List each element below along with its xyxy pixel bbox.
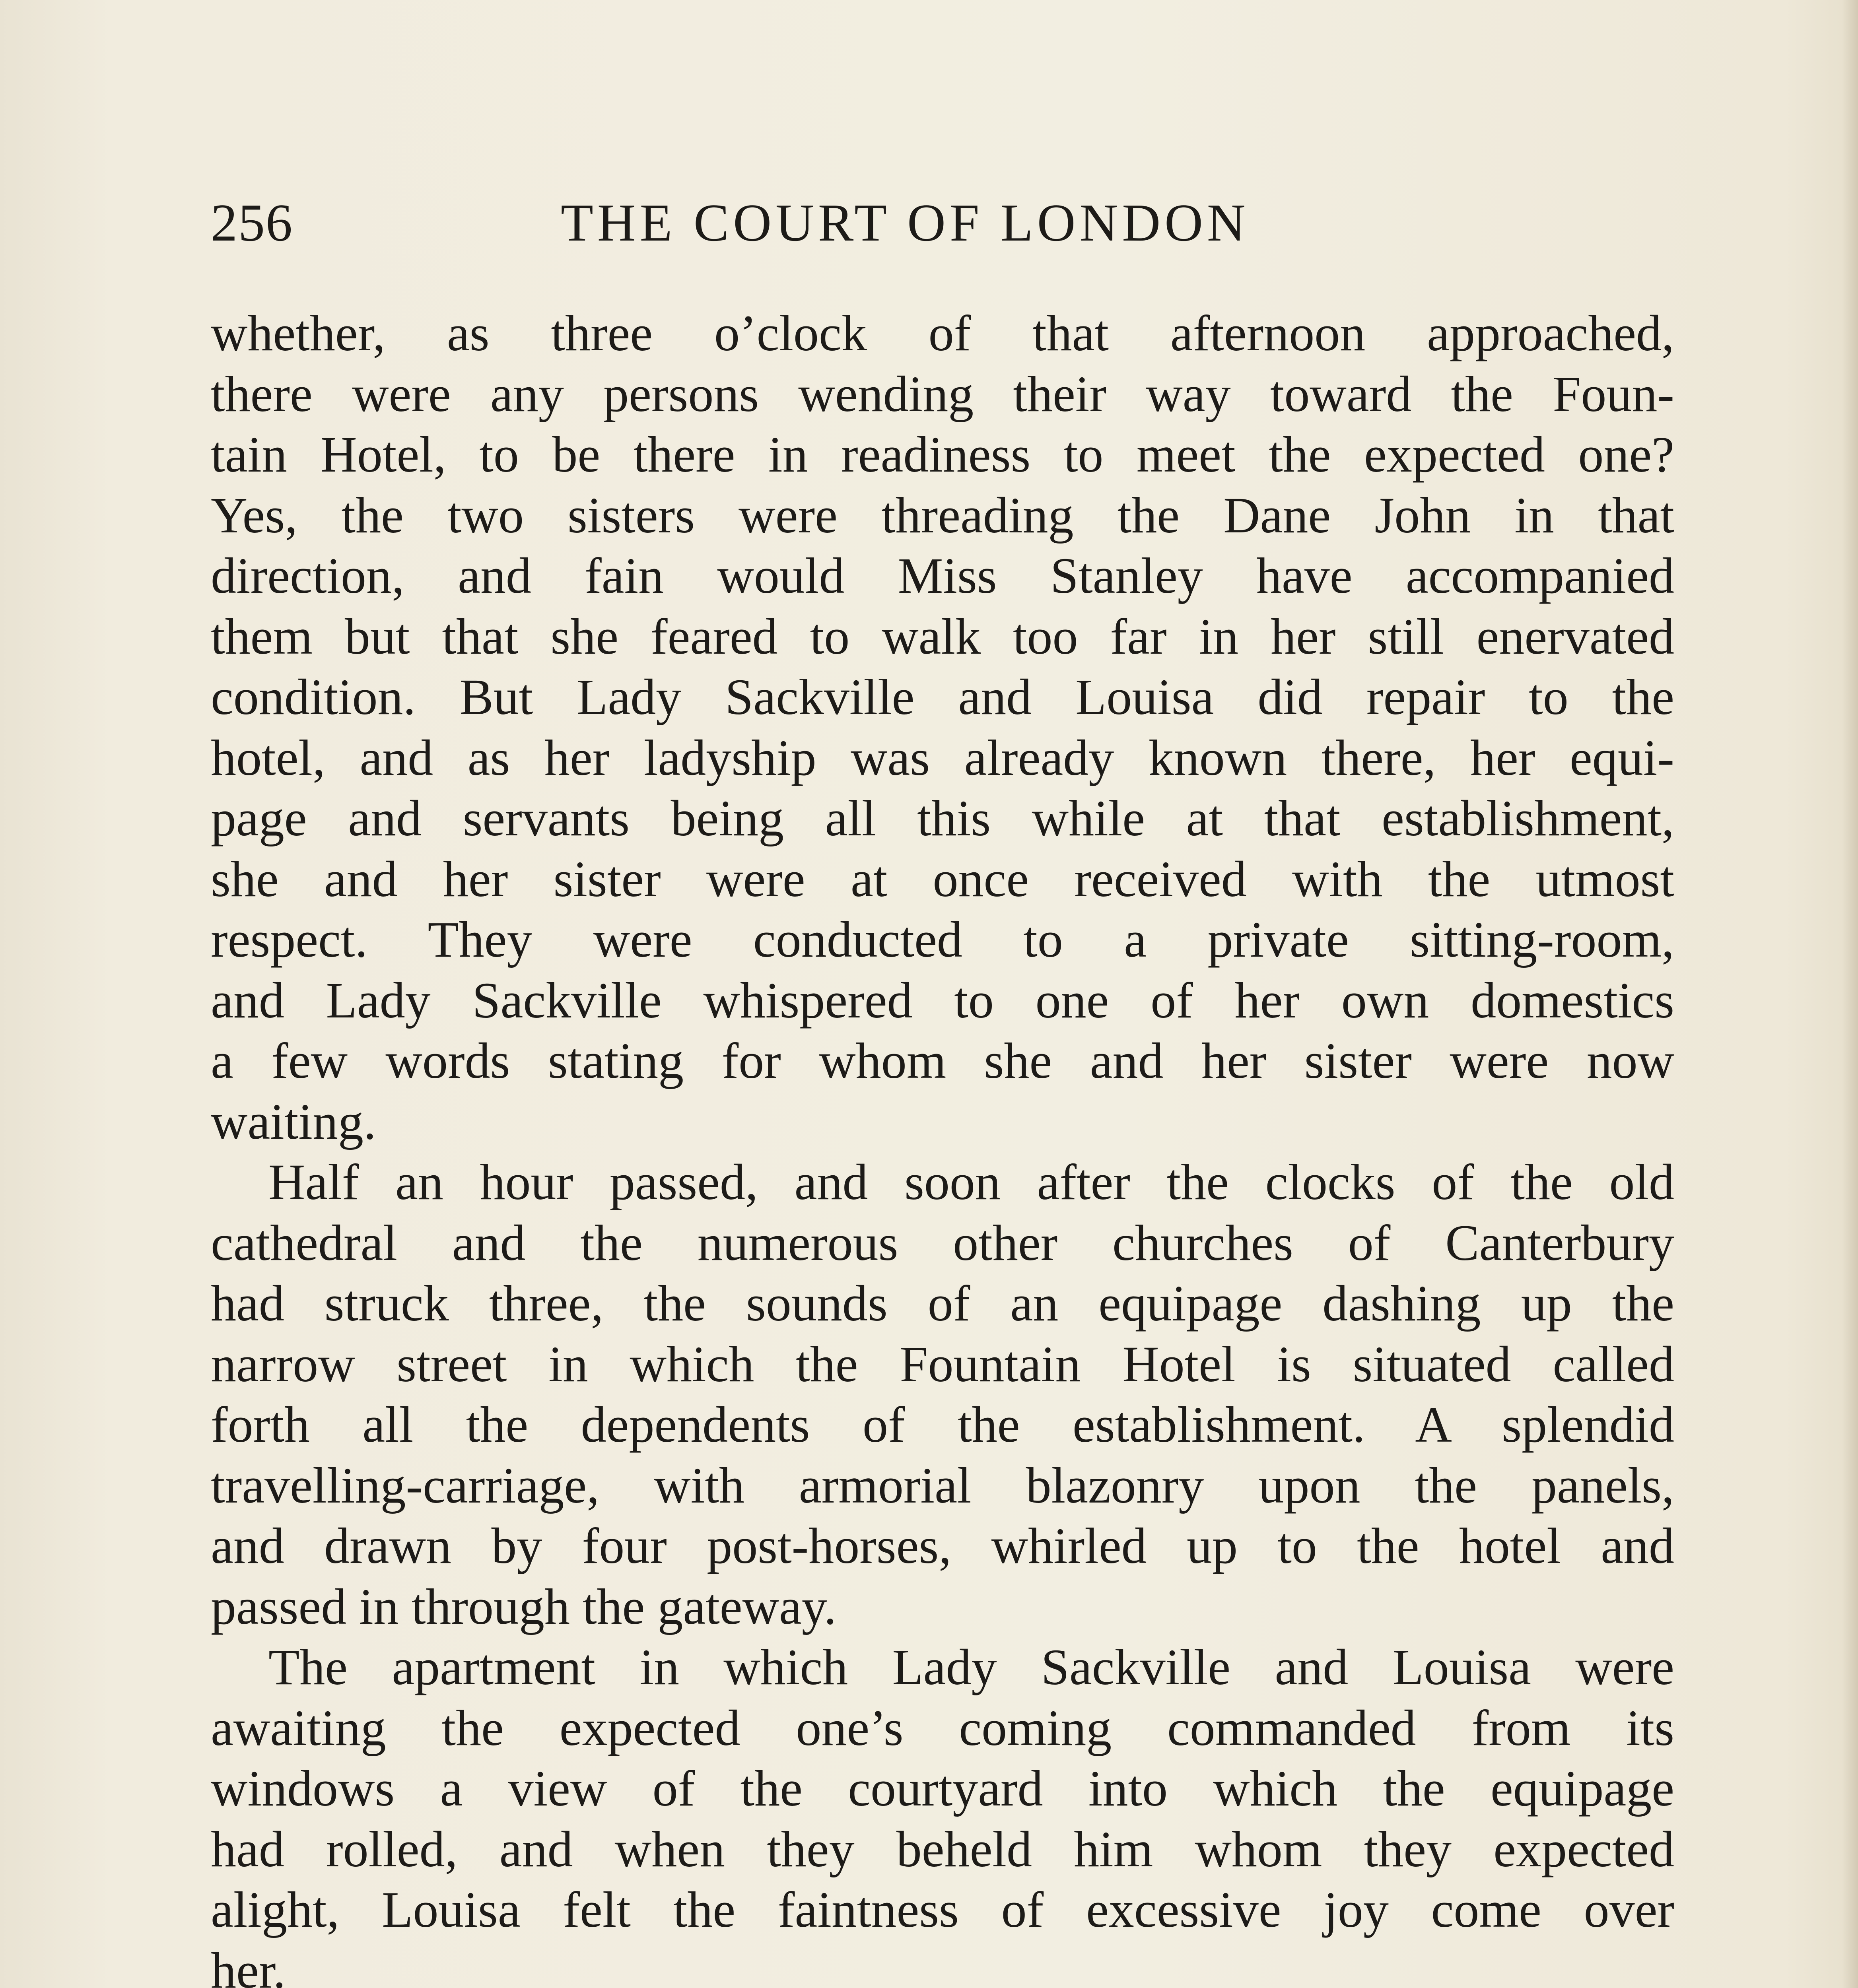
page-number: 256 xyxy=(211,193,293,252)
text-line: there were any persons wending their way toward the Foun- xyxy=(211,365,1674,422)
text-line: she and her sister were at once received with the utmost xyxy=(211,850,1674,907)
text-line: page and servants being all this while at that establishment, xyxy=(211,790,1674,846)
body-text xyxy=(211,303,1674,1988)
text-line: and drawn by four post-horses, whirled up to the hotel and xyxy=(211,1518,1674,1574)
text-line: travelling-carriage, with armorial blazonry upon the panels, xyxy=(211,1457,1674,1514)
text-line: passed in through the gateway. xyxy=(211,1578,837,1635)
text-line: a few words stating for whom she and her sister were now xyxy=(211,1033,1674,1089)
text-line: Yes, the two sisters were threading the Dane John in that xyxy=(211,487,1674,544)
text-line: awaiting the expected one’s coming commanded from its xyxy=(211,1699,1674,1756)
text-line: waiting. xyxy=(211,1093,376,1150)
text-line: them but that she feared to walk too far in her still enervated xyxy=(211,608,1674,665)
text-line: forth all the dependents of the establishment. A splendid xyxy=(211,1396,1674,1453)
text-line: and Lady Sackville whispered to one of her own domestics xyxy=(211,972,1674,1029)
text-line: tain Hotel, to be there in readiness to meet the expected one? xyxy=(211,426,1674,483)
page-header xyxy=(211,191,1674,254)
text-line: hotel, and as her ladyship was already known there, her equi- xyxy=(211,729,1674,786)
text-line: condition. But Lady Sackville and Louisa did repair to the xyxy=(211,669,1674,725)
text-line: respect. They were conducted to a private sitting-room, xyxy=(211,911,1674,968)
text-line: had struck three, the sounds of an equipage dashing up the xyxy=(211,1275,1674,1332)
text-line: direction, and fain would Miss Stanley have accompanied xyxy=(211,547,1674,604)
text-line: Half an hour passed, and soon after the clocks of the old xyxy=(268,1154,1674,1210)
running-head: THE COURT OF LONDON xyxy=(561,193,1250,252)
text-line: had rolled, and when they beheld him whom they expected xyxy=(211,1821,1674,1877)
text-line: windows a view of the courtyard into which the equipage xyxy=(211,1760,1674,1817)
text-line: cathedral and the numerous other churches of Canterbury xyxy=(211,1214,1674,1271)
page-edge-shadow xyxy=(1842,0,1858,1988)
text-line: The apartment in which Lady Sackville and Louisa were xyxy=(268,1639,1674,1695)
text-line: her. xyxy=(211,1942,286,1988)
text-line: alight, Louisa felt the faintness of excessive joy come over xyxy=(211,1881,1674,1938)
text-line: whether, as three o’clock of that afternoon approached, xyxy=(211,305,1674,361)
text-line: narrow street in which the Fountain Hotel is situated called xyxy=(211,1336,1674,1392)
